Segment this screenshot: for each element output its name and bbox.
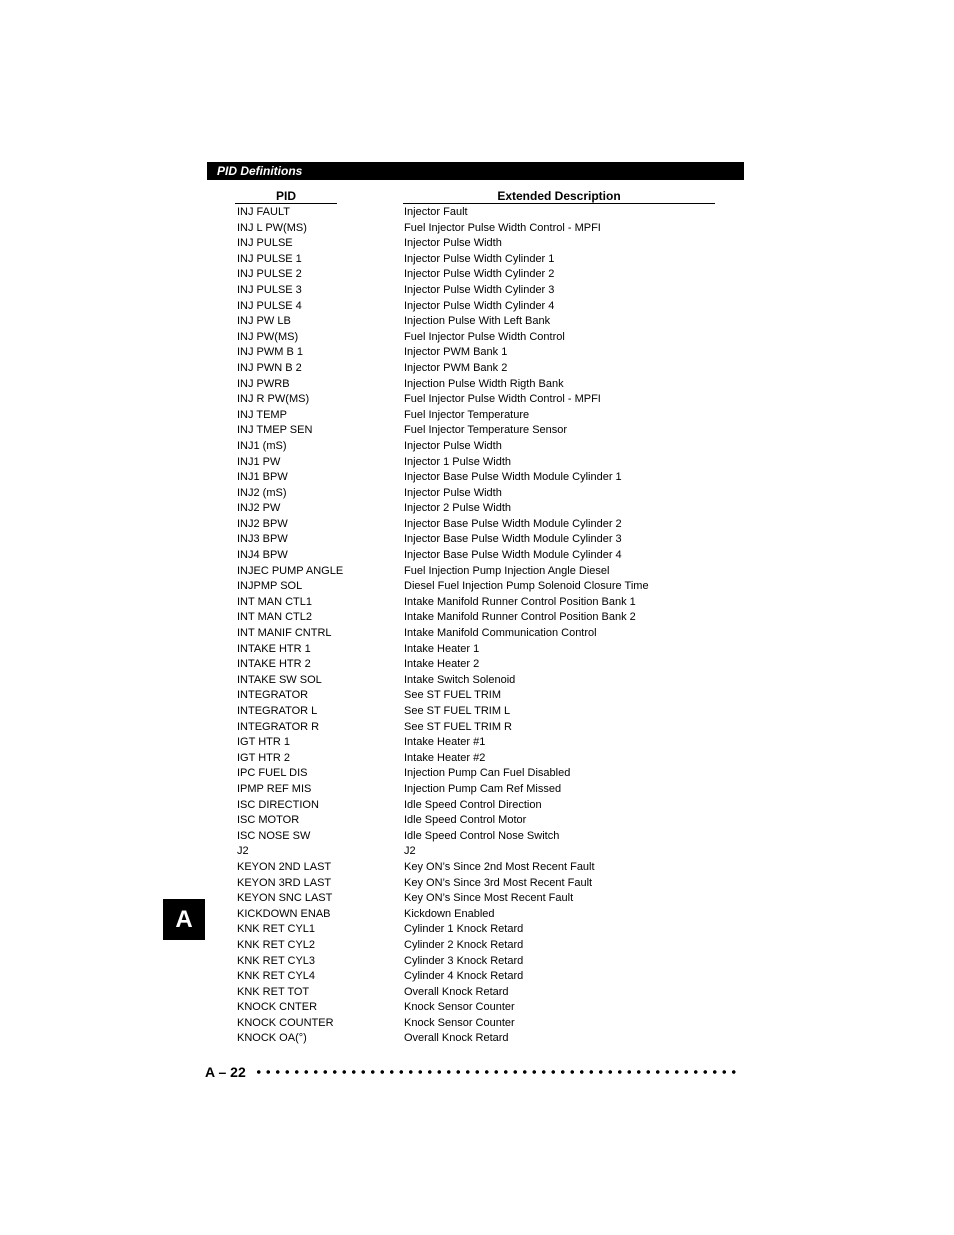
pid-cell: INJPMP SOL (237, 580, 303, 593)
description-cell: See ST FUEL TRIM (404, 689, 501, 702)
description-cell: Idle Speed Control Motor (404, 814, 527, 827)
pid-cell: INTEGRATOR L (237, 705, 318, 717)
pid-cell: INJ PWRB (237, 377, 290, 390)
description-cell: Injection Pulse With Left Bank (404, 315, 551, 328)
table-row (0, 361, 954, 377)
pid-cell: KNK RET CYL2 (237, 938, 316, 951)
footer-dotted-rule (254, 1070, 738, 1074)
table-row (0, 673, 954, 689)
description-cell: Intake Manifold Communication Control (404, 627, 597, 640)
description-cell: Injection Pulse Width Rigth Bank (404, 377, 564, 390)
description-cell: Injection Pump Can Fuel Disabled (404, 767, 571, 780)
description-cell: Intake Heater 2 (404, 658, 480, 671)
pid-cell: INJ2 BPW (237, 517, 288, 530)
table-row (0, 532, 954, 548)
pid-cell: IPC FUEL DIS (237, 767, 308, 780)
description-cell: Injector Pulse Width (404, 439, 502, 452)
description-cell: Injector Pulse Width (404, 486, 502, 499)
description-cell: Intake Manifold Runner Control Position Bank 1 (404, 595, 636, 608)
pid-cell: IGT HTR 1 (237, 736, 290, 749)
table-row (0, 455, 954, 471)
table-row (0, 392, 954, 408)
table-row (0, 704, 954, 720)
description-cell: Diesel Fuel Injection Pump Solenoid Closure Time (404, 580, 649, 593)
description-cell: Injector Pulse Width (404, 237, 502, 250)
pid-cell: INTAKE SW SOL (237, 673, 322, 686)
table-row (0, 330, 954, 346)
section-title: PID Definitions (217, 164, 303, 178)
table-row (0, 844, 954, 860)
table-row (0, 283, 954, 299)
table-row (0, 579, 954, 595)
description-cell: Fuel Injection Pump Injection Angle Diesel (404, 564, 610, 577)
pid-cell: INJ1 PW (237, 455, 281, 468)
pid-cell: INJ PULSE (237, 237, 293, 250)
table-row (0, 267, 954, 283)
table-row (0, 205, 954, 221)
table-row (0, 517, 954, 533)
pid-cell: INJ L PW(MS) (237, 221, 307, 234)
pid-cell: INJ TMEP SEN (237, 424, 313, 437)
table-row (0, 564, 954, 580)
pid-cell: ISC NOSE SW (237, 829, 311, 842)
appendix-tab: A (163, 899, 205, 940)
pid-cell: ISC MOTOR (237, 814, 300, 827)
pid-cell: INJ FAULT (237, 206, 290, 218)
pid-cell: IPMP REF MIS (237, 782, 312, 795)
description-cell: Intake Heater #2 (404, 751, 486, 764)
table-row (0, 408, 954, 424)
pid-cell: KNK RET CYL3 (237, 954, 316, 967)
pid-cell: KNK RET CYL4 (237, 970, 316, 983)
description-cell: Injector Fault (404, 206, 468, 218)
description-cell: Injector Base Pulse Width Module Cylinder 2 (404, 517, 622, 530)
description-cell: Fuel Injector Pulse Width Control - MPFI (404, 393, 601, 406)
description-cell: Injector Base Pulse Width Module Cylinder 3 (404, 533, 622, 546)
pid-cell: INTEGRATOR R (237, 720, 320, 733)
description-cell: Idle Speed Control Direction (404, 798, 542, 811)
pid-cell: INJ1 (mS) (237, 439, 287, 452)
pid-cell: INJ4 BPW (237, 549, 288, 562)
pid-cell: KNK RET CYL1 (237, 923, 316, 936)
pid-cell: INJ PULSE 4 (237, 299, 302, 312)
description-cell: Cylinder 2 Knock Retard (404, 938, 524, 951)
pid-cell: J2 (237, 845, 249, 858)
pid-cell: INJ2 PW (237, 502, 281, 515)
description-cell: Key ON’s Since 3rd Most Recent Fault (404, 876, 593, 889)
table-row (0, 766, 954, 782)
pid-definitions-table (0, 205, 954, 1047)
table-row (0, 751, 954, 767)
description-cell: Kickdown Enabled (404, 907, 495, 920)
table-row (0, 642, 954, 658)
pid-cell: ISC DIRECTION (237, 798, 319, 811)
table-row (0, 595, 954, 611)
pid-column-header: PID (235, 189, 337, 204)
pid-cell: KNK RET TOT (237, 985, 310, 998)
description-cell: Idle Speed Control Nose Switch (404, 829, 560, 842)
description-cell: Knock Sensor Counter (404, 1016, 515, 1029)
pid-cell: INJ PULSE 3 (237, 283, 302, 296)
table-row (0, 314, 954, 330)
description-cell: Injector Base Pulse Width Module Cylinder 4 (404, 549, 622, 562)
description-cell: Fuel Injector Temperature Sensor (404, 424, 568, 437)
pid-cell: INJ PWN B 2 (237, 361, 302, 374)
section-header-bar (207, 162, 744, 180)
pid-cell: INJ R PW(MS) (237, 393, 310, 406)
description-cell: Overall Knock Retard (404, 1032, 509, 1045)
table-row (0, 829, 954, 845)
table-row (0, 345, 954, 361)
description-cell: Cylinder 1 Knock Retard (404, 923, 524, 936)
pid-cell: KNOCK COUNTER (237, 1016, 334, 1029)
table-row (0, 969, 954, 985)
pid-cell: INTAKE HTR 1 (237, 642, 311, 655)
table-row (0, 1016, 954, 1032)
description-cell: Intake Heater 1 (404, 642, 480, 655)
table-row (0, 720, 954, 736)
pid-cell: INJEC PUMP ANGLE (237, 564, 344, 577)
table-row (0, 657, 954, 673)
description-cell: Injection Pump Cam Ref Missed (404, 782, 562, 795)
description-cell: Injector 1 Pulse Width (404, 455, 511, 468)
pid-cell: KEYON 3RD LAST (237, 876, 332, 889)
pid-cell: INJ PWM B 1 (237, 346, 304, 359)
table-row (0, 501, 954, 517)
description-cell: Fuel Injector Pulse Width Control - MPFI (404, 221, 601, 234)
pid-cell: INT MANIF CNTRL (237, 627, 332, 640)
pid-cell: INJ PULSE 1 (237, 252, 302, 265)
description-cell: Fuel Injector Pulse Width Control (404, 330, 565, 343)
pid-cell: INJ2 (mS) (237, 486, 287, 499)
table-row (0, 423, 954, 439)
description-cell: Key ON’s Since Most Recent Fault (404, 892, 574, 905)
description-cell: Injector Base Pulse Width Module Cylinder 1 (404, 471, 622, 484)
description-cell: Injector Pulse Width Cylinder 1 (404, 252, 555, 265)
description-cell: J2 (404, 845, 416, 858)
pid-cell: KNOCK CNTER (237, 1001, 318, 1014)
table-row (0, 486, 954, 502)
table-row (0, 891, 954, 907)
pid-cell: INJ TEMP (237, 408, 287, 421)
table-row (0, 221, 954, 237)
description-cell: Injector Pulse Width Cylinder 3 (404, 283, 555, 296)
table-row (0, 876, 954, 892)
table-row (0, 782, 954, 798)
table-row (0, 735, 954, 751)
pid-cell: INT MAN CTL2 (237, 611, 312, 624)
description-cell: Injector Pulse Width Cylinder 4 (404, 299, 555, 312)
table-row (0, 813, 954, 829)
pid-cell: KEYON 2ND LAST (237, 860, 332, 873)
table-row (0, 299, 954, 315)
description-cell: Injector PWM Bank 2 (404, 361, 508, 374)
table-row (0, 548, 954, 564)
description-cell: Injector 2 Pulse Width (404, 502, 511, 515)
pid-cell: INTAKE HTR 2 (237, 658, 311, 671)
pid-cell: IGT HTR 2 (237, 751, 290, 764)
table-row (0, 377, 954, 393)
table-row (0, 985, 954, 1001)
table-row (0, 798, 954, 814)
description-cell: Intake Manifold Runner Control Position Bank 2 (404, 611, 636, 624)
pid-cell: KEYON SNC LAST (237, 892, 333, 905)
pid-cell: KNOCK OA(°) (237, 1032, 307, 1045)
page-number: A – 22 (205, 1064, 246, 1080)
description-cell: Overall Knock Retard (404, 985, 509, 998)
table-row (0, 1031, 954, 1047)
table-row (0, 626, 954, 642)
pid-cell: INJ PW(MS) (237, 330, 299, 343)
table-row (0, 860, 954, 876)
pid-cell: INJ3 BPW (237, 533, 288, 546)
description-cell: Injector Pulse Width Cylinder 2 (404, 268, 555, 281)
table-row (0, 470, 954, 486)
pid-cell: INJ PW LB (237, 315, 291, 328)
description-cell: Cylinder 4 Knock Retard (404, 970, 524, 983)
table-row (0, 922, 954, 938)
pid-cell: INJ PULSE 2 (237, 268, 302, 281)
table-row (0, 1000, 954, 1016)
description-cell: See ST FUEL TRIM L (404, 705, 511, 717)
description-column-header: Extended Description (403, 189, 715, 204)
description-cell: See ST FUEL TRIM R (404, 720, 512, 733)
table-row (0, 954, 954, 970)
description-cell: Cylinder 3 Knock Retard (404, 954, 524, 967)
table-row (0, 252, 954, 268)
description-cell: Intake Heater #1 (404, 736, 486, 749)
description-cell: Knock Sensor Counter (404, 1001, 515, 1014)
table-row (0, 907, 954, 923)
pid-cell: INT MAN CTL1 (237, 595, 312, 608)
table-row (0, 610, 954, 626)
table-row (0, 688, 954, 704)
pid-cell: INJ1 BPW (237, 471, 288, 484)
pid-cell: KICKDOWN ENAB (237, 907, 331, 920)
description-cell: Fuel Injector Temperature (404, 408, 530, 421)
table-row (0, 236, 954, 252)
description-cell: Key ON’s Since 2nd Most Recent Fault (404, 860, 595, 873)
description-cell: Intake Switch Solenoid (404, 673, 516, 686)
pid-cell: INTEGRATOR (237, 689, 309, 702)
table-row (0, 938, 954, 954)
table-row (0, 439, 954, 455)
description-cell: Injector PWM Bank 1 (404, 346, 508, 359)
